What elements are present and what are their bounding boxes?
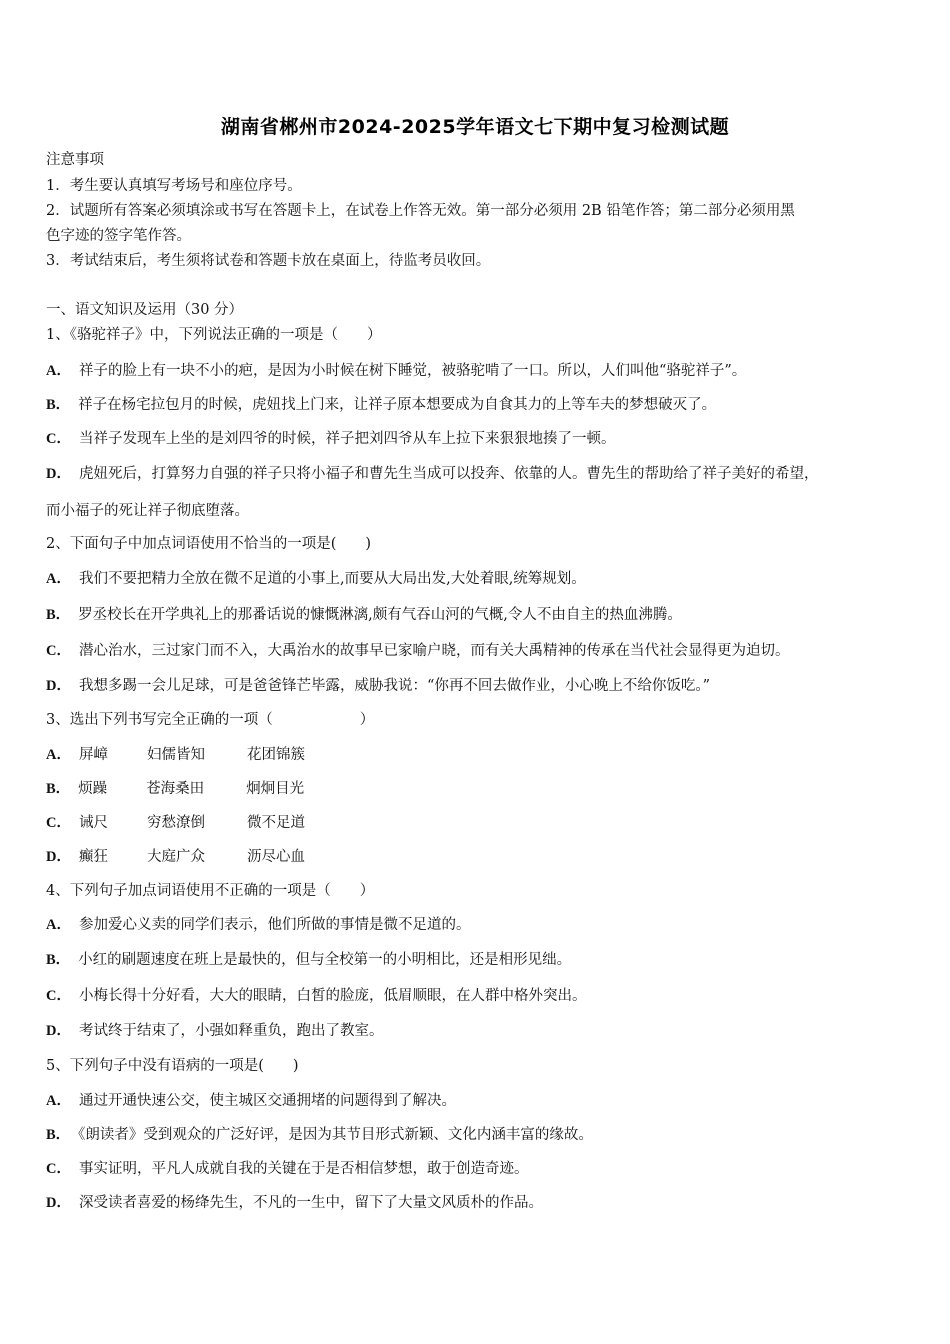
option-letter: B． — [46, 397, 71, 413]
option-word: 穷愁潦倒 — [146, 815, 205, 831]
q5-stem: 5、下列句子中没有语病的一项是( ) — [46, 1058, 299, 1074]
option-letter: B． — [46, 781, 71, 797]
q1-option-c — [46, 429, 615, 449]
option-text: 通过开通快速公交，使主城区交通拥堵的问题得到了解决。 — [78, 1093, 456, 1109]
q1-option-d — [46, 464, 818, 484]
option-letter: D． — [46, 678, 71, 694]
q2-stem: 2、下面句子中加点词语使用不恰当的一项是( ) — [46, 536, 372, 552]
option-letter: A． — [46, 917, 71, 933]
option-text: 当祥子发现车上坐的是刘四爷的时候，祥子把刘四爷从车上拉下来狠狠地揍了一顿。 — [78, 431, 616, 447]
option-text: 祥子的脸上有一块不小的疤，是因为小时候在树下睡觉，被骆驼啃了一口。所以，人们叫他“骆驼祥子”。 — [78, 363, 747, 379]
q3-option-a — [46, 745, 305, 765]
option-text: 《朗读者》受到观众的广泛好评，是因为其节目形式新颖、文化内涵丰富的缘故。 — [78, 1127, 593, 1143]
q2-option-d — [46, 676, 710, 696]
q1-option-a — [46, 361, 746, 381]
option-word: 烦躁 — [78, 781, 108, 797]
option-text: 虎妞死后，打算努力自强的祥子只将小福子和曹先生当成可以投奔、依靠的人。曹先生的帮助给了祥子美好的希望， — [78, 466, 819, 482]
option-text: 祥子在杨宅拉包月的时候，虎妞找上门来，让祥子原本想要成为自食其力的上等车夫的梦想破灭了。 — [78, 397, 717, 413]
q5-option-d — [46, 1193, 543, 1213]
option-letter: C． — [46, 815, 71, 831]
q5-option-c — [46, 1159, 528, 1179]
option-word: 苍海桑田 — [146, 781, 205, 797]
option-letter: B． — [46, 952, 71, 968]
q3-option-c — [46, 813, 305, 833]
option-word: 微不足道 — [246, 815, 305, 831]
q3-stem: 3、选出下列书写完全正确的一项（ ） — [46, 712, 375, 728]
option-word: 花团锦簇 — [246, 747, 305, 763]
page-title: 湖南省郴州市2024-2025学年语文七下期中复习检测试题 — [220, 116, 730, 138]
q4-option-a — [46, 915, 470, 935]
option-word: 屏嶂 — [78, 747, 108, 763]
option-text: 考试终于结束了，小强如释重负，跑出了教室。 — [78, 1023, 384, 1039]
q1-stem: 1、《骆驼祥子》中，下列说法正确的一项是（ ） — [46, 327, 382, 343]
option-text: 小梅长得十分好看，大大的眼睛，白皙的脸庞，低眉顺眼，在人群中格外突出。 — [78, 988, 587, 1004]
notice-item-3: 3．考试结束后，考生须将试卷和答题卡放在桌面上，待监考员收回。 — [46, 253, 491, 269]
option-text: 深受读者喜爱的杨绛先生，不凡的一生中，留下了大量文风质朴的作品。 — [78, 1195, 543, 1211]
notice-item-2: 2．试题所有答案必须填涂或书写在答题卡上，在试卷上作答无效。第一部分必须用 2B 铅笔作答；第二部分必须用黑 — [46, 203, 795, 219]
q1-option-d-cont: 而小福子的死让祥子彻底堕落。 — [46, 503, 249, 519]
notice-item-2-cont: 色字迹的签字笔作答。 — [46, 228, 191, 244]
option-word: 炯炯目光 — [246, 781, 305, 797]
section-heading: 一、语文知识及运用（30 分） — [46, 302, 244, 318]
option-letter: C． — [46, 988, 71, 1004]
option-word: 大庭广众 — [146, 849, 205, 865]
q3-option-b — [46, 779, 304, 799]
q2-option-b — [46, 605, 682, 625]
option-word: 诫尺 — [78, 815, 108, 831]
option-letter: D． — [46, 1195, 71, 1211]
option-letter: D． — [46, 1023, 71, 1039]
option-letter: C． — [46, 1161, 71, 1177]
option-letter: A． — [46, 571, 71, 587]
option-letter: B． — [46, 1127, 71, 1143]
option-text: 参加爱心义卖的同学们表示，他们所做的事情是微不足道的。 — [78, 917, 471, 933]
option-word: 沥尽心血 — [246, 849, 305, 865]
option-text: 事实证明，平凡人成就自我的关键在于是否相信梦想，敢于创造奇迹。 — [78, 1161, 529, 1177]
option-text: 我想多踢一会儿足球，可是爸爸锋芒毕露，威胁我说：“你再不回去做作业，小心晚上不给你饭吃。” — [78, 678, 711, 694]
q5-option-b — [46, 1125, 593, 1145]
option-text: 罗丞校长在开学典礼上的那番话说的慷慨淋漓,颇有气吞山河的气概,令人不由自主的热血沸腾。 — [78, 607, 682, 623]
q3-option-d — [46, 847, 305, 867]
q2-option-c — [46, 641, 789, 661]
q4-option-d — [46, 1021, 383, 1041]
option-word: 癫狂 — [78, 849, 108, 865]
notice-item-1: 1．考生要认真填写考场号和座位序号。 — [46, 178, 302, 194]
option-letter: B． — [46, 607, 71, 623]
notice-heading: 注意事项 — [46, 152, 104, 168]
option-text: 潜心治水，三过家门而不入，大禹治水的故事早已家喻户晓，而有关大禹精神的传承在当代社会显得更为迫切。 — [78, 643, 790, 659]
q4-option-b — [46, 950, 571, 970]
option-text: 我们不要把精力全放在微不足道的小事上,而要从大局出发,大处着眼,统筹规划。 — [78, 571, 586, 587]
option-letter: C． — [46, 431, 71, 447]
option-word: 妇儒皆知 — [146, 747, 205, 763]
option-letter: D． — [46, 849, 71, 865]
q4-option-c — [46, 986, 586, 1006]
q2-option-a — [46, 569, 586, 589]
option-letter: A． — [46, 363, 71, 379]
q5-option-a — [46, 1091, 456, 1111]
option-letter: D． — [46, 466, 71, 482]
q4-stem: 4、下列句子加点词语使用不正确的一项是（ ） — [46, 883, 375, 899]
option-letter: A． — [46, 1093, 71, 1109]
option-letter: A． — [46, 747, 71, 763]
option-letter: C． — [46, 643, 71, 659]
option-text: 小红的刷题速度在班上是最快的，但与全校第一的小明相比，还是相形见绌。 — [78, 952, 572, 968]
q1-option-b — [46, 395, 716, 415]
